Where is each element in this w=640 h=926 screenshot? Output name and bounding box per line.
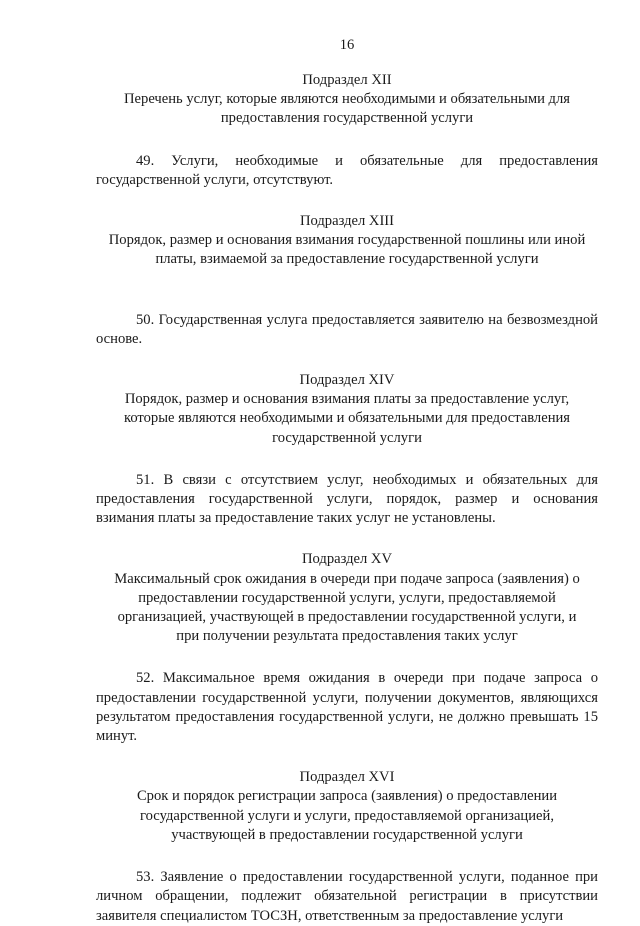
spacer	[96, 746, 598, 768]
spacer	[96, 448, 598, 471]
subsection-title: Перечень услуг, которые являются необходимыми и обязательными для предоставления государственной услуги	[124, 91, 570, 127]
subsection-title: Порядок, размер и основания взимания платы за предоставление услуг, которые являются необходимыми и обязательными для предоставления государственной услуги	[123, 391, 571, 446]
subsection-xv	[96, 550, 598, 746]
paragraph-50: 50. Государственная услуга предоставляется заявителю на безвозмездной основе.	[96, 311, 598, 347]
subsection-xvi	[96, 768, 598, 925]
spacer	[96, 190, 598, 212]
spacer	[96, 845, 598, 868]
subsection-heading: Подраздел XIII	[299, 213, 395, 230]
subsection-xii	[96, 71, 598, 190]
subsection-title: Максимальный срок ожидания в очереди при подаче запроса (заявления) о предоставлении государственной услуги, услуги, предоставляемой организацией, участвующей в предоставлении государственной услуги, и при получении результата предоставления таких услуг	[114, 570, 580, 645]
spacer	[96, 270, 598, 311]
subsection-heading: Подраздел XVI	[299, 769, 395, 786]
subsection-heading: Подраздел XII	[302, 72, 392, 88]
page-number: 16	[339, 37, 355, 53]
spacer	[96, 528, 598, 550]
subsection-heading: Подраздел XV	[301, 551, 393, 568]
subsection-heading: Подраздел XIV	[299, 372, 395, 389]
paragraph-53: 53. Заявление о предоставлении государственной услуги, поданное при личном обращении, подлежит обязательной регистрации в присутствии заявителя специалистом ТОСЗН, ответственным за предоставление услуги	[96, 869, 598, 924]
paragraph-52: 52. Максимальное время ожидания в очереди при подаче запроса о предоставлении государственной услуги, получении документов, являющихся результатом предоставления государственной услуги, не должно превышать 15 минут.	[96, 670, 598, 745]
spacer	[96, 646, 598, 669]
subsection-title: Порядок, размер и основания взимания государственной пошлины или иной платы, взимаемой за предоставление государственной услуги	[108, 232, 586, 268]
subsection-xiii	[96, 212, 598, 349]
spacer	[96, 349, 598, 371]
paragraph-49: 49. Услуги, необходимые и обязательные для предоставления государственной услуги, отсутствуют.	[96, 152, 598, 188]
subsection-xiv	[96, 371, 598, 528]
paragraph-51: 51. В связи с отсутствием услуг, необходимых и обязательных для предоставления государственной услуги, порядок, размер и основания взимания платы за предоставление таких услуг не установлены.	[96, 471, 598, 527]
spacer	[96, 129, 598, 152]
subsection-title: Срок и порядок регистрации запроса (заявления) о предоставлении государственной услуги и услуги, предоставляемой организацией, участвующей в предоставлении государственной услуги	[136, 788, 558, 843]
